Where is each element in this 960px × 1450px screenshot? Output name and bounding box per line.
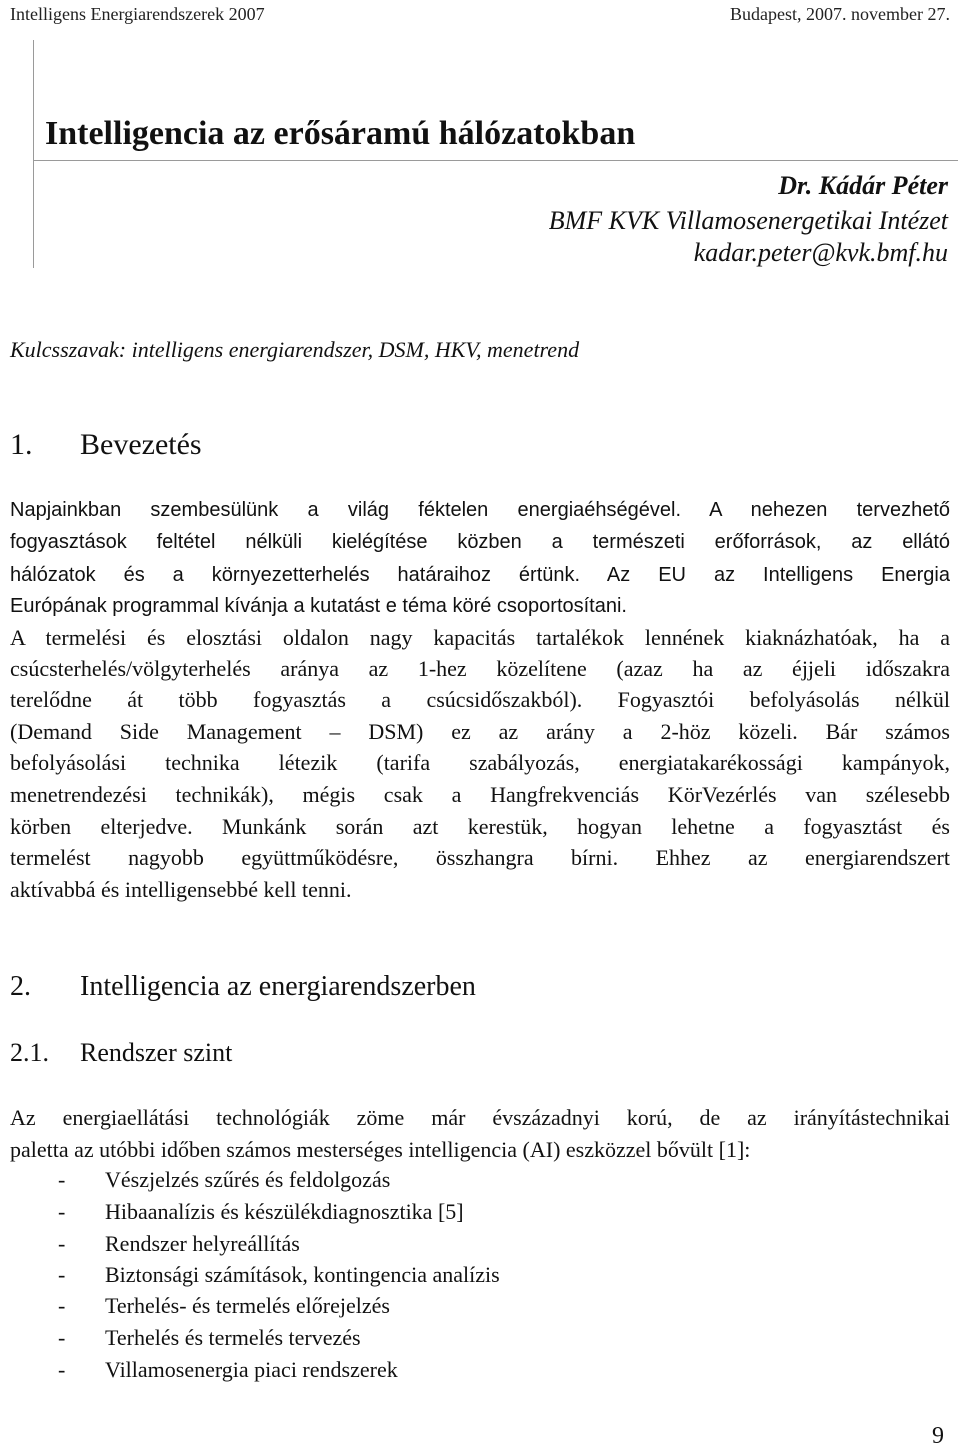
title-block-horizontal-rule [33,160,958,161]
section-title: Intelligencia az energiarendszerben [80,971,476,1002]
section-number: 1. [10,428,33,461]
list-item-text: Biztonsági számítások, kontingencia analízis [105,1262,500,1287]
keywords: Kulcsszavak: intelligens energiarendszer, DSM, HKV, menetrend [10,337,580,362]
list-bullet: - [58,1199,66,1224]
list-item [0,1200,960,1224]
subsection-number: 2.1. [10,1038,49,1067]
paragraph-line: termelést nagyobb együttműködésre, összhangra bírni. Ehhez az energiarendszert [10,845,950,870]
section-number: 2. [10,971,31,1002]
list-bullet: - [58,1357,66,1382]
subsection-title: Rendszer szint [80,1038,233,1067]
list-item-text: Terhelés és termelés tervezés [105,1325,361,1350]
paragraph-line: befolyásolási technika létezik (tarifa szabályozás, energiatakarékossági kampányok, [10,750,950,775]
list-item-text: Rendszer helyreállítás [105,1231,300,1256]
list-item-text: Terhelés- és termelés előrejelzés [105,1293,390,1318]
list-bullet: - [58,1167,66,1192]
paper-title: Intelligencia az erősáramú hálózatokban [45,115,636,152]
paragraph-line: Európának programmal kívánja a kutatást e téma köré csoportosítani. [10,595,627,617]
list-item-text: Vészjelzés szűrés és feldolgozás [105,1167,391,1192]
title-block-vertical-rule [33,40,34,268]
paragraph-line: csúcsterhelés/völgyterhelés aránya az 1-hez közelítene (azaz ha az éjjeli időszakra [10,656,950,681]
paragraph-line: (Demand Side Management – DSM) ez az arány a 2-höz közeli. Bár számos [10,719,950,744]
list-item [0,1232,960,1256]
author-email: kadar.peter@kvk.bmf.hu [693,238,948,267]
section-heading-2 [10,971,710,1003]
paragraph-line: fogyasztások feltétel nélküli kielégítése közben a természeti erőforrások, az ellátó [10,531,950,553]
list-bullet: - [58,1231,66,1256]
paragraph-line: terelődne át több fogyasztás a csúcsidőszakból). Fogyasztói befolyásolás nélkül [10,687,950,712]
page-number: 9 [932,1423,944,1449]
paragraph-line: A termelési és elosztási oldalon nagy kapacitás tartalékok lennének kiaknázhatóak, ha a [10,625,950,650]
author-affiliation: BMF KVK Villamosenergetikai Intézet [548,206,948,235]
list-item [0,1358,960,1382]
paragraph-line: menetrendezési technikák), mégis csak a Hangfrekvenciás KörVezérlés van szélesebb [10,782,950,807]
list-item [0,1294,960,1318]
list-item-text: Villamosenergia piaci rendszerek [105,1357,398,1382]
paragraph-line: paletta az utóbbi időben számos mesterséges intelligencia (AI) eszközzel bővült [1]: [10,1137,751,1162]
running-header-left: Intelligens Energiarendszerek 2007 [10,4,265,24]
list-item [0,1168,960,1192]
running-header-right: Budapest, 2007. november 27. [730,4,950,24]
list-bullet: - [58,1293,66,1318]
list-bullet: - [58,1325,66,1350]
paragraph-line: körben elterjedve. Munkánk során azt kerestük, hogyan lehetne a fogyasztást és [10,814,950,839]
list-item [0,1326,960,1350]
paragraph-line: Napjainkban szembesülünk a világ féktelen energiaéhségével. A nehezen tervezhető [10,499,950,521]
paragraph-line: aktívabbá és intelligensebbé kell tenni. [10,877,352,902]
section-heading-1 [10,429,410,461]
subsection-heading-2-1 [10,1039,410,1069]
list-item [0,1263,960,1287]
author-name: Dr. Kádár Péter [778,171,948,200]
list-bullet: - [58,1262,66,1287]
section-title: Bevezetés [80,428,202,461]
paragraph-line: hálózatok és a környezetterhelés határaihoz értünk. Az EU az Intelligens Energia [10,564,950,586]
list-item-text: Hibaanalízis és készülékdiagnosztika [5] [105,1199,464,1224]
paragraph-line: Az energiaellátási technológiák zöme már évszázadnyi korú, de az irányítástechnikai [10,1105,950,1130]
